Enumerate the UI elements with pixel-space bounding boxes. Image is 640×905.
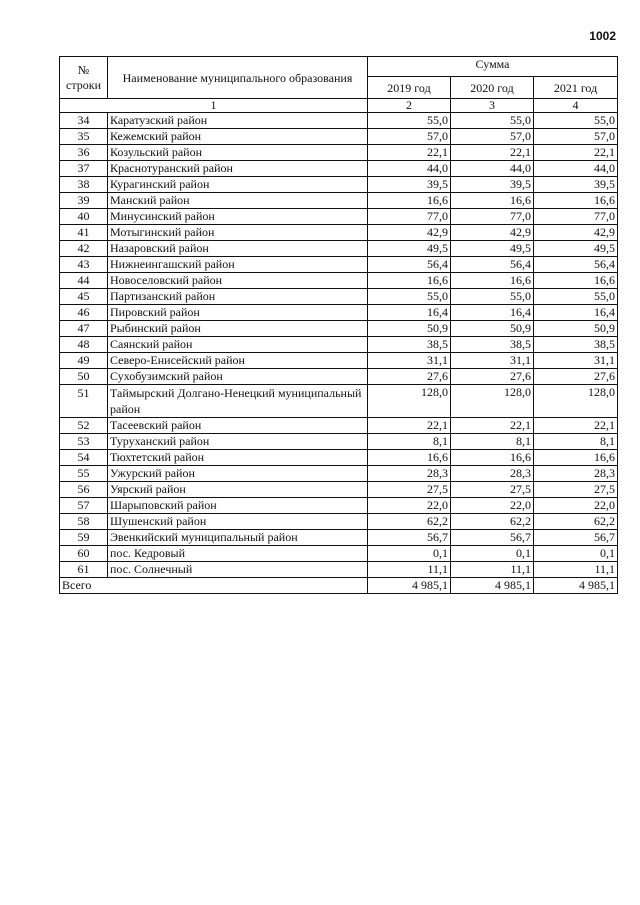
amount-2020-cell: 55,0 (451, 113, 534, 129)
amount-2021-cell: 55,0 (534, 113, 618, 129)
row-number-cell: 44 (60, 273, 108, 289)
municipality-name-cell: Сухобузимский район (108, 369, 368, 385)
amount-2019-cell: 22,1 (368, 418, 451, 434)
amount-2019-cell: 22,0 (368, 498, 451, 514)
amount-2019-cell: 31,1 (368, 353, 451, 369)
table-row (60, 209, 618, 225)
amount-2021-cell: 27,6 (534, 369, 618, 385)
table-row (60, 273, 618, 289)
amount-2021-cell: 0,1 (534, 546, 618, 562)
amount-2019-cell: 42,9 (368, 225, 451, 241)
table-row (60, 305, 618, 321)
amount-2021-cell: 128,0 (534, 385, 618, 418)
row-number-cell: 57 (60, 498, 108, 514)
row-number-header-word: строки (66, 77, 101, 92)
municipality-name-cell: пос. Солнечный (108, 562, 368, 578)
amount-2020-cell: 55,0 (451, 289, 534, 305)
amount-2020-cell: 77,0 (451, 209, 534, 225)
row-number-cell: 51 (60, 385, 108, 418)
municipality-name-cell: Рыбинский район (108, 321, 368, 337)
municipality-name-cell: Таймырский Долгано-Ненецкий муниципальный район (108, 385, 368, 418)
row-number-cell: 35 (60, 129, 108, 145)
table-row (60, 289, 618, 305)
table-row (60, 418, 618, 434)
table-body (60, 57, 618, 594)
amount-2019-cell: 56,4 (368, 257, 451, 273)
municipality-name-cell: Пировский район (108, 305, 368, 321)
row-number-cell: 45 (60, 289, 108, 305)
row-number-cell: 59 (60, 530, 108, 546)
amount-2019-cell: 11,1 (368, 562, 451, 578)
column-number-row (60, 99, 618, 113)
amount-2019-cell: 22,1 (368, 145, 451, 161)
municipality-name-cell: Каратузский район (108, 113, 368, 129)
row-number-cell: 54 (60, 450, 108, 466)
amount-2020-cell: 42,9 (451, 225, 534, 241)
amount-2021-cell: 22,0 (534, 498, 618, 514)
row-number-cell: 53 (60, 434, 108, 450)
amount-2019-cell: 0,1 (368, 546, 451, 562)
amount-2020-cell: 62,2 (451, 514, 534, 530)
column-number-1: 1 (60, 99, 368, 113)
amount-2021-cell: 16,6 (534, 193, 618, 209)
municipality-name-cell: Мотыгинский район (108, 225, 368, 241)
amount-2019-cell: 38,5 (368, 337, 451, 353)
amount-2021-cell: 16,6 (534, 273, 618, 289)
amount-2019-cell: 16,4 (368, 305, 451, 321)
amount-2019-cell: 8,1 (368, 434, 451, 450)
amount-2021-cell: 50,9 (534, 321, 618, 337)
total-amount-2020: 4 985,1 (451, 578, 534, 594)
table-row (60, 353, 618, 369)
amount-2020-cell: 8,1 (451, 434, 534, 450)
amount-2019-cell: 16,6 (368, 193, 451, 209)
page-number: 1002 (589, 29, 616, 43)
row-number-cell: 41 (60, 225, 108, 241)
amount-2019-cell: 50,9 (368, 321, 451, 337)
table-row (60, 257, 618, 273)
table-row (60, 129, 618, 145)
row-number-cell: 58 (60, 514, 108, 530)
amount-2020-cell: 28,3 (451, 466, 534, 482)
municipality-name-cell: Кежемский район (108, 129, 368, 145)
municipality-name-cell: Шарыповский район (108, 498, 368, 514)
total-label: Всего (60, 578, 368, 594)
amount-2021-cell: 28,3 (534, 466, 618, 482)
amount-2021-cell: 39,5 (534, 177, 618, 193)
table-row (60, 385, 618, 418)
row-number-cell: 38 (60, 177, 108, 193)
amount-2019-cell: 27,5 (368, 482, 451, 498)
budget-table (59, 56, 618, 594)
amount-2020-cell: 16,6 (451, 273, 534, 289)
year-header-2021: 2021 год (534, 77, 618, 99)
table-row (60, 482, 618, 498)
table-row (60, 530, 618, 546)
amount-2020-cell: 57,0 (451, 129, 534, 145)
table-row (60, 321, 618, 337)
municipality-name-cell: Новоселовский район (108, 273, 368, 289)
amount-2021-cell: 16,6 (534, 450, 618, 466)
amount-2019-cell: 44,0 (368, 161, 451, 177)
municipality-name-cell: Северо-Енисейский район (108, 353, 368, 369)
row-number-cell: 37 (60, 161, 108, 177)
amount-2020-cell: 50,9 (451, 321, 534, 337)
row-number-cell: 36 (60, 145, 108, 161)
table-row (60, 514, 618, 530)
amount-2019-cell: 77,0 (368, 209, 451, 225)
amount-2021-cell: 8,1 (534, 434, 618, 450)
row-number-cell: 39 (60, 193, 108, 209)
row-number-cell: 52 (60, 418, 108, 434)
amount-2020-cell: 31,1 (451, 353, 534, 369)
column-number-3: 3 (451, 99, 534, 113)
row-number-cell: 56 (60, 482, 108, 498)
table-row (60, 498, 618, 514)
municipality-name-cell: Саянский район (108, 337, 368, 353)
amount-2020-cell: 128,0 (451, 385, 534, 418)
row-number-cell: 46 (60, 305, 108, 321)
table-row (60, 562, 618, 578)
row-number-cell: 50 (60, 369, 108, 385)
row-number-cell: 34 (60, 113, 108, 129)
amount-2020-cell: 22,1 (451, 145, 534, 161)
row-number-cell: 61 (60, 562, 108, 578)
amount-2021-cell: 11,1 (534, 562, 618, 578)
amount-2019-cell: 27,6 (368, 369, 451, 385)
table-row (60, 546, 618, 562)
table-row (60, 225, 618, 241)
column-number-4: 4 (534, 99, 618, 113)
amount-2020-cell: 27,6 (451, 369, 534, 385)
amount-2019-cell: 62,2 (368, 514, 451, 530)
header-row-1 (60, 57, 618, 77)
amount-2019-cell: 49,5 (368, 241, 451, 257)
amount-2019-cell: 55,0 (368, 289, 451, 305)
municipality-name-cell: Нижнеингашский район (108, 257, 368, 273)
amount-2020-cell: 16,4 (451, 305, 534, 321)
amount-2021-cell: 27,5 (534, 482, 618, 498)
municipality-name-cell: Манский район (108, 193, 368, 209)
amount-2019-cell: 16,6 (368, 273, 451, 289)
municipality-name-cell: Назаровский район (108, 241, 368, 257)
total-amount-2019: 4 985,1 (368, 578, 451, 594)
amount-2020-cell: 56,4 (451, 257, 534, 273)
table-row (60, 193, 618, 209)
municipality-name-cell: Козульский район (108, 145, 368, 161)
amount-2020-cell: 44,0 (451, 161, 534, 177)
amount-2021-cell: 31,1 (534, 353, 618, 369)
amount-2021-cell: 55,0 (534, 289, 618, 305)
amount-2021-cell: 42,9 (534, 225, 618, 241)
amount-2020-cell: 38,5 (451, 337, 534, 353)
year-header-2020: 2020 год (451, 77, 534, 99)
amount-2020-cell: 0,1 (451, 546, 534, 562)
municipality-name-cell: Уярский район (108, 482, 368, 498)
row-number-header-symbol: № (77, 62, 90, 77)
row-number-cell: 49 (60, 353, 108, 369)
amount-2021-cell: 56,7 (534, 530, 618, 546)
municipality-name-cell: Минусинский район (108, 209, 368, 225)
amount-2019-cell: 16,6 (368, 450, 451, 466)
municipality-name-header: Наименование муниципального образования (108, 57, 368, 99)
table-row (60, 450, 618, 466)
row-number-cell: 48 (60, 337, 108, 353)
amount-2021-cell: 16,4 (534, 305, 618, 321)
amount-2020-cell: 16,6 (451, 450, 534, 466)
amount-2021-cell: 49,5 (534, 241, 618, 257)
municipality-name-cell: пос. Кедровый (108, 546, 368, 562)
amount-2021-cell: 77,0 (534, 209, 618, 225)
municipality-name-cell: Эвенкийский муниципальный район (108, 530, 368, 546)
municipality-name-cell: Тюхтетский район (108, 450, 368, 466)
row-number-cell: 42 (60, 241, 108, 257)
amount-2019-cell: 57,0 (368, 129, 451, 145)
municipality-name-cell: Курагинский район (108, 177, 368, 193)
amount-2019-cell: 28,3 (368, 466, 451, 482)
amount-2020-cell: 56,7 (451, 530, 534, 546)
table-row (60, 369, 618, 385)
row-number-cell: 55 (60, 466, 108, 482)
table-row (60, 145, 618, 161)
amount-2020-cell: 16,6 (451, 193, 534, 209)
amount-2021-cell: 57,0 (534, 129, 618, 145)
amount-2020-cell: 27,5 (451, 482, 534, 498)
municipality-name-cell: Партизанский район (108, 289, 368, 305)
amount-2021-cell: 44,0 (534, 161, 618, 177)
amount-2020-cell: 39,5 (451, 177, 534, 193)
amount-2019-cell: 39,5 (368, 177, 451, 193)
amount-2019-cell: 128,0 (368, 385, 451, 418)
row-number-header (60, 57, 108, 99)
amount-2021-cell: 22,1 (534, 145, 618, 161)
table-row (60, 113, 618, 129)
amount-2019-cell: 55,0 (368, 113, 451, 129)
municipality-name-cell: Ужурский район (108, 466, 368, 482)
municipality-name-cell: Краснотуранский район (108, 161, 368, 177)
amount-2020-cell: 11,1 (451, 562, 534, 578)
table-row (60, 434, 618, 450)
amount-2021-cell: 38,5 (534, 337, 618, 353)
column-number-2: 2 (368, 99, 451, 113)
row-number-cell: 60 (60, 546, 108, 562)
table-row (60, 337, 618, 353)
sum-header: Сумма (368, 57, 618, 77)
amount-2021-cell: 62,2 (534, 514, 618, 530)
total-amount-2021: 4 985,1 (534, 578, 618, 594)
total-row (60, 578, 618, 594)
row-number-cell: 43 (60, 257, 108, 273)
municipality-name-cell: Тасеевский район (108, 418, 368, 434)
row-number-cell: 47 (60, 321, 108, 337)
table-row (60, 161, 618, 177)
table-row (60, 177, 618, 193)
amount-2020-cell: 22,0 (451, 498, 534, 514)
amount-2020-cell: 22,1 (451, 418, 534, 434)
amount-2021-cell: 56,4 (534, 257, 618, 273)
amount-2020-cell: 49,5 (451, 241, 534, 257)
amount-2021-cell: 22,1 (534, 418, 618, 434)
amount-2019-cell: 56,7 (368, 530, 451, 546)
table-row (60, 466, 618, 482)
row-number-cell: 40 (60, 209, 108, 225)
municipality-name-cell: Туруханский район (108, 434, 368, 450)
table-row (60, 241, 618, 257)
year-header-2019: 2019 год (368, 77, 451, 99)
municipality-name-cell: Шушенский район (108, 514, 368, 530)
